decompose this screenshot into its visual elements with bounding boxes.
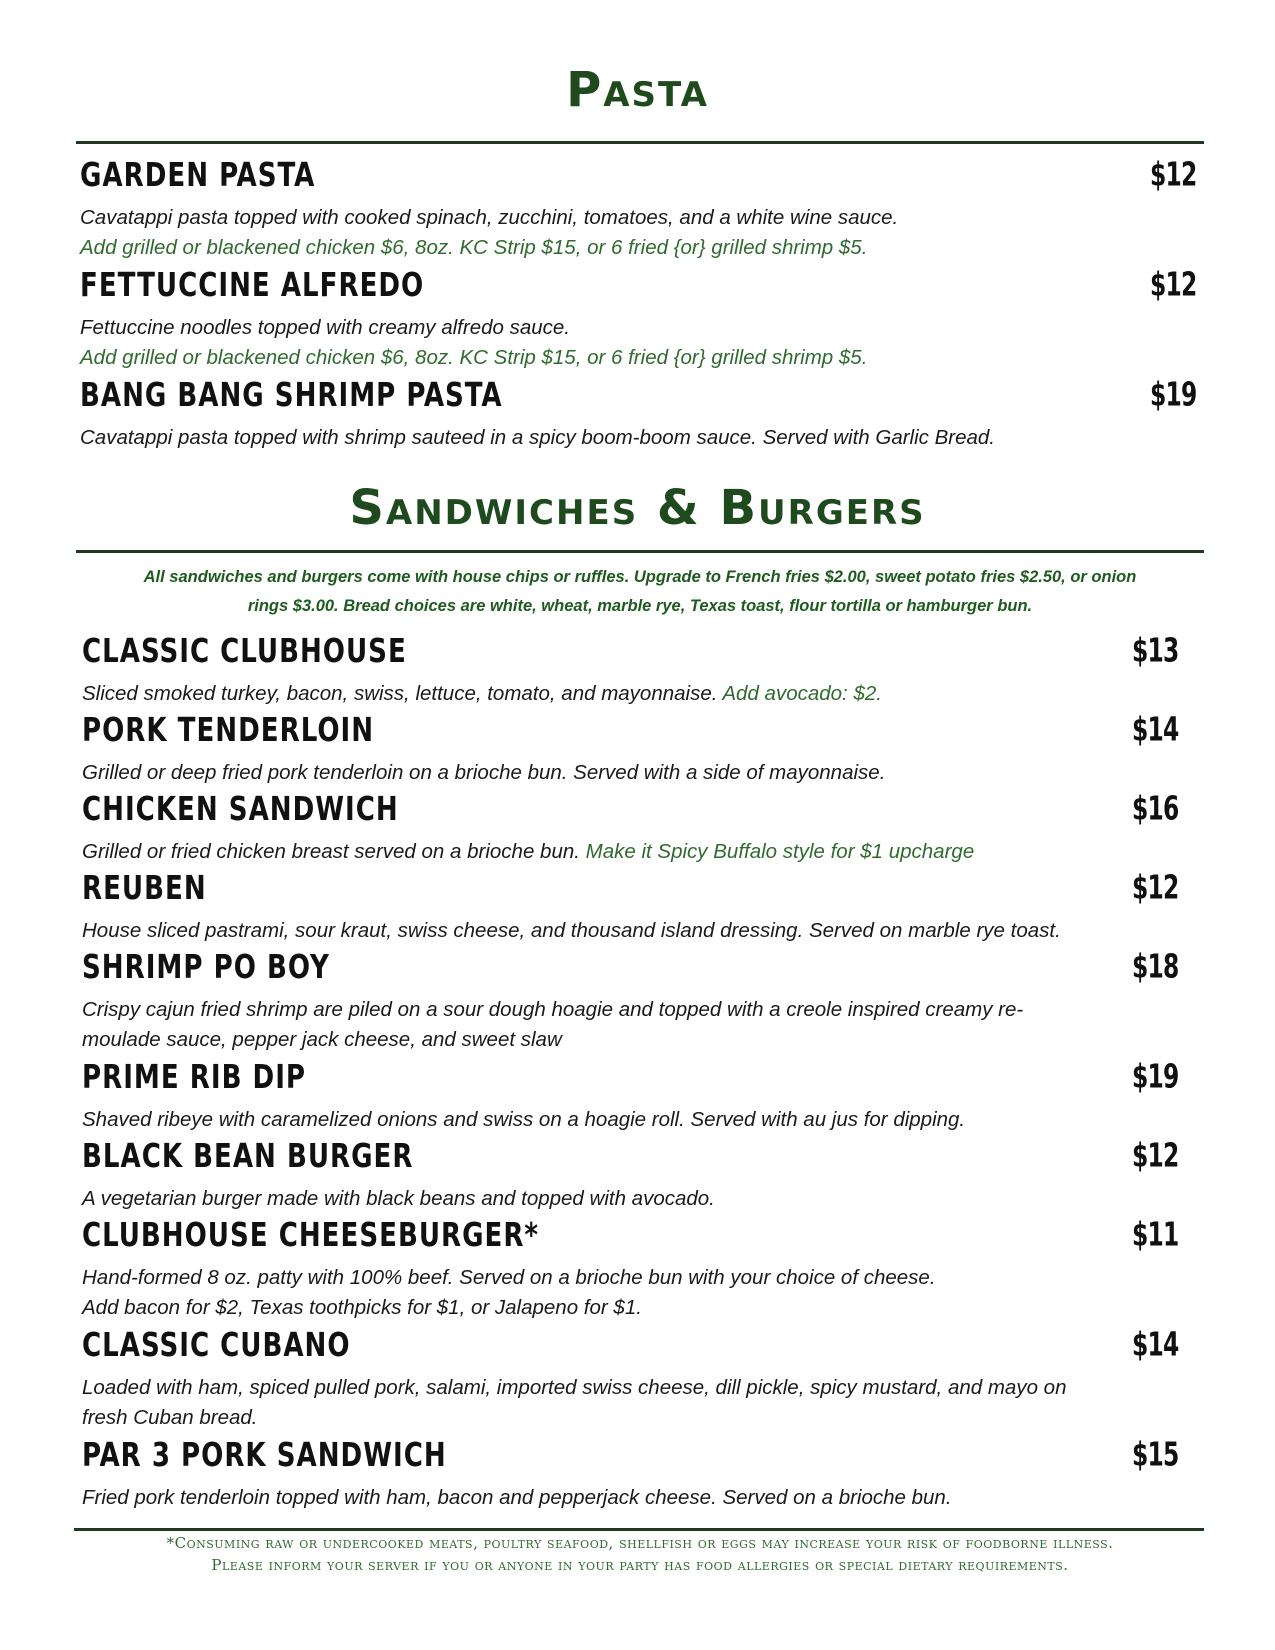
- menu-item-name: BANG BANG SHRIMP PASTA: [80, 376, 503, 415]
- menu-item-description: Fried pork tenderloin topped with ham, bacon and pepperjack cheese. Served on a brioche bun.: [82, 1486, 952, 1509]
- menu-item-addon: Add avocado: $2.: [722, 682, 882, 705]
- menu-item-description: Fettuccine noodles topped with creamy alfredo sauce.: [80, 316, 570, 339]
- menu-item-description: Hand-formed 8 oz. patty with 100% beef. Served on a brioche bun with your choice of cheese.: [82, 1266, 936, 1289]
- menu-item-description-line-2: Add bacon for $2, Texas toothpicks for $1, or Jalapeno for $1.: [82, 1296, 642, 1319]
- menu-item-name: FETTUCCINE ALFREDO: [80, 266, 425, 305]
- menu-item-price: $16: [1132, 790, 1179, 829]
- menu-item-description-text: Grilled or fried chicken breast served on a brioche bun.: [82, 840, 586, 863]
- pasta-rule: [76, 141, 1204, 144]
- menu-item-price: $19: [1132, 1058, 1179, 1097]
- menu-item-description: House sliced pastrami, sour kraut, swiss cheese, and thousand island dressing. Served on marble rye toast.: [82, 919, 1061, 942]
- menu-item-name: SHRIMP PO BOY: [82, 948, 330, 987]
- allergy-disclaimer: [60, 1532, 1220, 1576]
- menu-item-description: A vegetarian burger made with black beans and topped with avocado.: [82, 1187, 715, 1210]
- menu-item-name: CLUBHOUSE CHEESEBURGER*: [82, 1216, 540, 1255]
- menu-item-description: Shaved ribeye with caramelized onions and swiss on a hoagie roll. Served with au jus for dipping.: [82, 1108, 966, 1131]
- menu-item-description: Loaded with ham, spiced pulled pork, salami, imported swiss cheese, dill pickle, spicy mustard, and mayo on: [82, 1376, 1067, 1399]
- menu-item-name: PRIME RIB DIP: [82, 1058, 307, 1097]
- menu-item-price: $12: [1150, 266, 1197, 305]
- menu-item-name: CHICKEN SANDWICH: [82, 790, 399, 829]
- menu-item-price: $12: [1150, 156, 1197, 195]
- menu-item-name: PAR 3 PORK SANDWICH: [82, 1436, 447, 1475]
- sandwiches-rule: [76, 550, 1204, 553]
- menu-item-name: BLACK BEAN BURGER: [82, 1137, 414, 1176]
- menu-item-description: Cavatappi pasta topped with cooked spinach, zucchini, tomatoes, and a white wine sauce.: [80, 206, 899, 229]
- menu-item-addon: Add grilled or blackened chicken $6, 8oz. KC Strip $15, or 6 fried {or} grilled shrimp $5.: [80, 236, 868, 259]
- menu-item-name: PORK TENDERLOIN: [82, 711, 375, 750]
- menu-item-price: $14: [1132, 1326, 1179, 1365]
- sandwiches-note-line-2: rings $3.00. Bread choices are white, wheat, marble rye, Texas toast, flour tortilla or hamburger bun.: [247, 597, 1033, 615]
- menu-item-price: $15: [1132, 1436, 1179, 1475]
- menu-item-description: Crispy cajun fried shrimp are piled on a sour dough hoagie and topped with a creole inspired creamy re-: [82, 998, 1024, 1021]
- menu-item-price: $13: [1132, 632, 1179, 671]
- disclaimer-line-2: Please inform your server if you or anyone in your party has food allergies or special dietary requirements.: [211, 1556, 1069, 1574]
- menu-item-name: GARDEN PASTA: [80, 156, 316, 195]
- menu-item-price: $11: [1132, 1216, 1179, 1255]
- menu-item-addon: Make it Spicy Buffalo style for $1 upcharge: [585, 840, 975, 863]
- menu-item-price: $18: [1132, 948, 1179, 987]
- pasta-section-title: Pasta: [566, 62, 709, 118]
- sandwiches-section-title: Sandwiches & Burgers: [349, 480, 926, 536]
- menu-item-price: $14: [1132, 711, 1179, 750]
- menu-item-price: $19: [1150, 376, 1197, 415]
- menu-item-description-text: Sliced smoked turkey, bacon, swiss, lettuce, tomato, and mayonnaise.: [82, 682, 723, 705]
- menu-item-price: $12: [1132, 869, 1179, 908]
- menu-item-description: [82, 679, 882, 709]
- menu-item-name: REUBEN: [82, 869, 207, 908]
- menu-item-addon: Add grilled or blackened chicken $6, 8oz. KC Strip $15, or 6 fried {or} grilled shrimp $5.: [80, 346, 868, 369]
- menu-item-description: Cavatappi pasta topped with shrimp sauteed in a spicy boom-boom sauce. Served with Garlic Bread.: [80, 426, 996, 449]
- menu-item-description: [82, 837, 974, 867]
- menu-item-name: CLASSIC CLUBHOUSE: [82, 632, 407, 671]
- disclaimer-line-1: *Consuming raw or undercooked meats, poultry seafood, shellfish or eggs may increase your risk of foodborne illness.: [166, 1534, 1114, 1552]
- menu-item-price: $12: [1132, 1137, 1179, 1176]
- sandwiches-note: [70, 563, 1210, 621]
- menu-item-description: Grilled or deep fried pork tenderloin on a brioche bun. Served with a side of mayonnaise.: [82, 761, 886, 784]
- menu-item-description-line-2: fresh Cuban bread.: [82, 1406, 258, 1429]
- sandwiches-note-line-1: All sandwiches and burgers come with house chips or ruffles. Upgrade to French fries $2.00, sweet potato fries $2.50, or onion: [143, 568, 1137, 586]
- footer-rule: [74, 1528, 1204, 1531]
- menu-item-description-line-2: moulade sauce, pepper jack cheese, and sweet slaw: [82, 1028, 562, 1051]
- menu-item-name: CLASSIC CUBANO: [82, 1326, 351, 1365]
